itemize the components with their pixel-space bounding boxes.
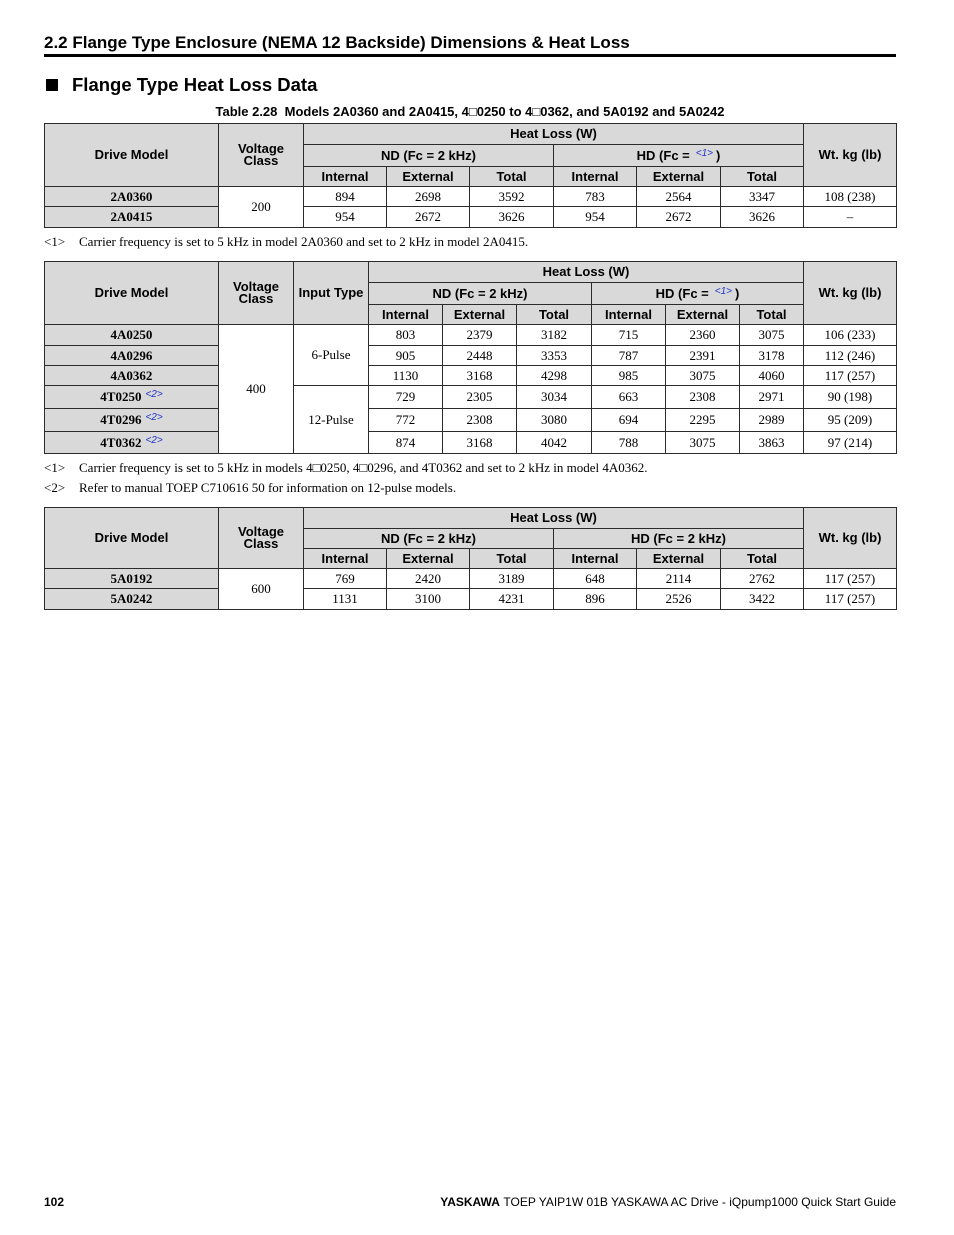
hd-external-cell: 2564 [637,187,721,207]
hd-internal-header: Internal [554,549,637,569]
weight-header: Wt. kg (lb) [804,262,897,325]
weight-cell: 108 (238) [804,187,897,207]
nd-internal-cell: 803 [369,325,443,346]
nd-internal-cell: 894 [304,187,387,207]
nd-external-cell: 2448 [443,346,517,366]
nd-internal-cell: 1130 [369,366,443,386]
voltage-class-label: Voltage Class [233,278,279,306]
hd-total-cell: 2989 [740,409,804,432]
footnote-ref-2-link[interactable]: <2> [145,389,163,400]
hd-internal-cell: 788 [592,432,666,454]
hd-total-cell: 3422 [721,589,804,610]
nd-external-cell: 2305 [443,386,517,409]
nd-internal-cell: 769 [304,569,387,589]
weight-cell: 117 (257) [804,366,897,386]
table-row [45,569,897,589]
nd-external-cell: 2420 [387,569,470,589]
header-row [45,124,897,145]
drive-model-code: 4T0296 [100,412,142,427]
footnote-mark: <1> [44,234,66,249]
hd-internal-cell: 954 [554,207,637,228]
weight-cell: 106 (233) [804,325,897,346]
nd-internal-header: Internal [369,305,443,325]
drive-model-cell: 2A0415 [45,207,219,228]
weight-cell: 90 (198) [804,386,897,409]
subsection-title: Flange Type Heat Loss Data [72,74,318,95]
hd-internal-header: Internal [554,167,637,187]
footnote-text: Carrier frequency is set to 5 kHz in models 4□0250, 4□0296, and 4T0362 and set to 2 kHz in model 4A0362. [79,460,648,475]
voltage-class-header [219,124,304,187]
nd-external-header: External [387,167,470,187]
nd-total-cell: 3080 [517,409,592,432]
heat-loss-table-600v [44,507,896,610]
heat-loss-table-400v [44,261,896,454]
footer-document-title [440,1194,896,1210]
table-row [45,386,897,409]
hd-total-header: Total [721,167,804,187]
hd-external-cell: 3075 [666,432,740,454]
drive-model-cell: 4A0296 [45,346,219,366]
nd-external-cell: 3168 [443,432,517,454]
section-title: 2.2 Flange Type Enclosure (NEMA 12 Backside) Dimensions & Heat Loss [44,33,630,52]
drive-model-code: 4T0362 [100,434,142,450]
hd-internal-cell: 663 [592,386,666,409]
drive-model-cell: 5A0192 [45,569,219,589]
nd-total-cell: 4298 [517,366,592,386]
nd-total-cell: 4042 [517,432,592,454]
hd-external-header: External [637,167,721,187]
hd-external-header: External [637,549,721,569]
footnote [44,480,896,496]
nd-external-cell: 2672 [387,207,470,228]
table-row [45,325,897,346]
hd-external-cell: 3075 [666,366,740,386]
weight-cell: 95 (209) [804,409,897,432]
table-caption: Table 2.28 Models 2A0360 and 2A0415, 4□0250 to 4□0362, and 5A0192 and 5A0242 [215,104,725,119]
drive-model-cell [45,432,219,454]
table-row [45,432,897,454]
hd-total-cell: 3863 [740,432,804,454]
hd-external-cell: 2360 [666,325,740,346]
voltage-class-header [219,262,294,325]
nd-total-header: Total [470,549,554,569]
hd-internal-cell: 715 [592,325,666,346]
table-row [45,346,897,366]
hd-label-close: ) [716,147,721,163]
hd-total-header: Total [721,549,804,569]
hd-internal-header: Internal [592,305,666,325]
footnote-mark: <1> [44,460,66,475]
nd-header: ND (Fc = 2 kHz) [304,529,554,549]
heat-loss-header: Heat Loss (W) [304,508,804,529]
page-number: 102 [44,1195,65,1209]
nd-total-cell: 3626 [470,207,554,228]
weight-cell: – [804,207,897,228]
weight-cell: 112 (246) [804,346,897,366]
hd-external-cell: 2308 [666,386,740,409]
header-row [45,262,897,283]
input-type-header: Input Type [294,262,369,325]
hd-external-cell: 2672 [637,207,721,228]
hd-external-cell: 2526 [637,589,721,610]
drive-model-cell [45,386,219,409]
drive-model-code: 4T0250 [100,389,142,404]
nd-external-header: External [387,549,470,569]
hd-total-cell: 3626 [721,207,804,228]
hd-total-cell: 4060 [740,366,804,386]
nd-total-cell: 3189 [470,569,554,589]
voltage-class-cell: 600 [219,569,304,610]
footnote [44,234,896,250]
footnote-text: Carrier frequency is set to 5 kHz in model 2A0360 and set to 2 kHz in model 2A0415. [79,234,529,249]
hd-label: HD (Fc = [655,285,709,301]
table-row [45,589,897,610]
hd-total-cell: 3347 [721,187,804,207]
input-type-cell: 6-Pulse [294,325,369,386]
hd-external-header: External [666,305,740,325]
drive-model-cell: 5A0242 [45,589,219,610]
heat-loss-header: Heat Loss (W) [304,124,804,145]
drive-model-header: Drive Model [45,262,219,325]
footnote-mark: <2> [44,480,66,495]
nd-internal-header: Internal [304,167,387,187]
nd-internal-cell: 1131 [304,589,387,610]
hd-internal-cell: 896 [554,589,637,610]
hd-internal-cell: 985 [592,366,666,386]
heat-loss-table-200v [44,123,896,228]
nd-total-cell: 4231 [470,589,554,610]
footnote-text: Refer to manual TOEP C710616 50 for information on 12-pulse models. [79,480,457,495]
hd-header: HD (Fc = 2 kHz) [554,529,804,549]
hd-internal-cell: 694 [592,409,666,432]
hd-total-cell: 3178 [740,346,804,366]
nd-external-cell: 3100 [387,589,470,610]
hd-internal-cell: 783 [554,187,637,207]
table-row [45,207,897,228]
table-row [45,409,897,432]
hd-external-cell: 2295 [666,409,740,432]
section-rule [44,54,896,57]
nd-total-cell: 3353 [517,346,592,366]
footnote-ref-1-link[interactable]: <1> [695,147,713,159]
square-bullet-icon [46,79,58,91]
nd-internal-cell: 729 [369,386,443,409]
hd-total-cell: 2762 [721,569,804,589]
weight-cell: 117 (257) [804,569,897,589]
weight-header: Wt. kg (lb) [804,124,897,187]
footnote-ref-2-link[interactable]: <2> [145,412,163,423]
hd-total-header: Total [740,305,804,325]
nd-internal-header: Internal [304,549,387,569]
heat-loss-grid-400v [44,261,897,454]
footer-brand: YASKAWA [440,1195,500,1209]
heat-loss-grid-200v [44,123,897,228]
hd-label: HD (Fc = [636,147,690,163]
nd-total-cell: 3034 [517,386,592,409]
drive-model-cell: 4A0250 [45,325,219,346]
drive-model-header: Drive Model [45,124,219,187]
nd-external-cell: 3168 [443,366,517,386]
nd-internal-cell: 905 [369,346,443,366]
hd-header [592,283,804,305]
hd-internal-cell: 648 [554,569,637,589]
voltage-class-header [219,508,304,569]
hd-header [554,145,804,167]
drive-model-header: Drive Model [45,508,219,569]
header-row [45,508,897,529]
nd-external-cell: 2308 [443,409,517,432]
voltage-class-label: Voltage Class [238,140,284,168]
hd-external-cell: 2114 [637,569,721,589]
table-row [45,366,897,386]
drive-model-cell: 4A0362 [45,366,219,386]
weight-header: Wt. kg (lb) [804,508,897,569]
nd-total-cell: 3182 [517,325,592,346]
footnote-ref-1-link[interactable]: <1> [714,285,732,297]
nd-internal-cell: 874 [369,432,443,454]
table-row [45,187,897,207]
nd-total-header: Total [517,305,592,325]
nd-external-cell: 2698 [387,187,470,207]
nd-external-cell: 2379 [443,325,517,346]
nd-header: ND (Fc = 2 kHz) [304,145,554,167]
hd-total-cell: 2971 [740,386,804,409]
nd-external-header: External [443,305,517,325]
drive-model-cell [45,409,219,432]
heat-loss-grid-600v [44,507,897,610]
heat-loss-header: Heat Loss (W) [369,262,804,283]
drive-model-cell: 2A0360 [45,187,219,207]
hd-total-cell: 3075 [740,325,804,346]
nd-internal-cell: 772 [369,409,443,432]
footnote-ref-2-link[interactable]: <2> [145,434,163,446]
hd-internal-cell: 787 [592,346,666,366]
footnote [44,460,896,476]
hd-external-cell: 2391 [666,346,740,366]
weight-cell: 117 (257) [804,589,897,610]
hd-label-close: ) [735,285,740,301]
nd-header: ND (Fc = 2 kHz) [369,283,592,305]
voltage-class-cell: 200 [219,187,304,228]
weight-cell: 97 (214) [804,432,897,454]
footer-doc-title: TOEP YAIP1W 01B YASKAWA AC Drive - iQpump1000 Quick Start Guide [503,1195,896,1209]
nd-total-header: Total [470,167,554,187]
voltage-class-cell: 400 [219,325,294,454]
input-type-cell: 12-Pulse [294,386,369,454]
nd-internal-cell: 954 [304,207,387,228]
nd-total-cell: 3592 [470,187,554,207]
voltage-class-label: Voltage Class [238,523,284,551]
